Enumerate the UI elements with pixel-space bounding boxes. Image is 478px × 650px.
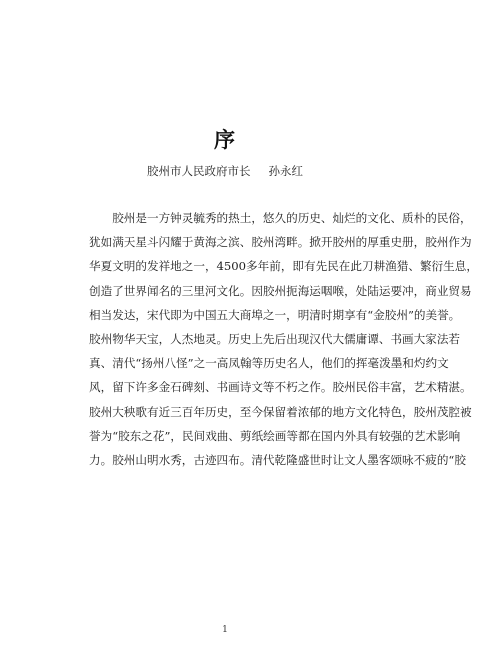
body-text <box>89 206 478 472</box>
author-name: 孙永红 <box>268 164 303 178</box>
text-line: 胶州是一方钟灵毓秀的热土，悠久的历史、灿烂的文化、质朴的民俗， <box>89 211 472 225</box>
text-line: 胶州物华天宝，人杰地灵。历史上先后出现汉代大儒庸谭、书画大家法若 <box>89 331 461 346</box>
text-line: 胶州大秧歌有近三百年历史，至今保留着浓郁的地方文化特色，胶州茂腔被 <box>89 404 472 419</box>
page-title: 序 <box>214 128 236 152</box>
text-line: 风，留下许多金石碑刻、书画诗文等不朽之作。胶州民俗丰富，艺术精湛。 <box>89 380 472 395</box>
text-line: 真、清代“扬州八怪”之一高凤翰等历史名人，他们的挥毫泼墨和灼约文 <box>89 356 449 371</box>
author-title: 胶州市人民政府市长 <box>147 164 251 178</box>
text-line: 誉为“胶东之花”，民间戏曲、剪纸绘画等都在国内外具有较强的艺术影响 <box>89 428 461 443</box>
text-line: 力。胶州山明水秀，古迹四布。清代乾隆盛世时让文人墨客颂咏不疲的“胶 <box>89 452 466 467</box>
text-line: 犹如满天星斗闪耀于黄海之滨、胶州湾畔。掀开胶州的厚重史册，胶州作为 <box>89 235 472 250</box>
text-line: 创造了世界闻名的三里河文化。因胶州扼海运咽喉，处陆运要冲，商业贸易 <box>89 283 472 298</box>
text-line: 相当发达，宋代即为中国五大商埠之一，明清时期享有“金胶州”的美誉。 <box>89 307 461 322</box>
text-line: 华夏文明的发祥地之一，4500多年前，即有先民在此刀耕渔猎、繁衍生息， <box>89 259 478 274</box>
page-number: 1 <box>222 625 228 635</box>
author-line <box>0 163 450 179</box>
